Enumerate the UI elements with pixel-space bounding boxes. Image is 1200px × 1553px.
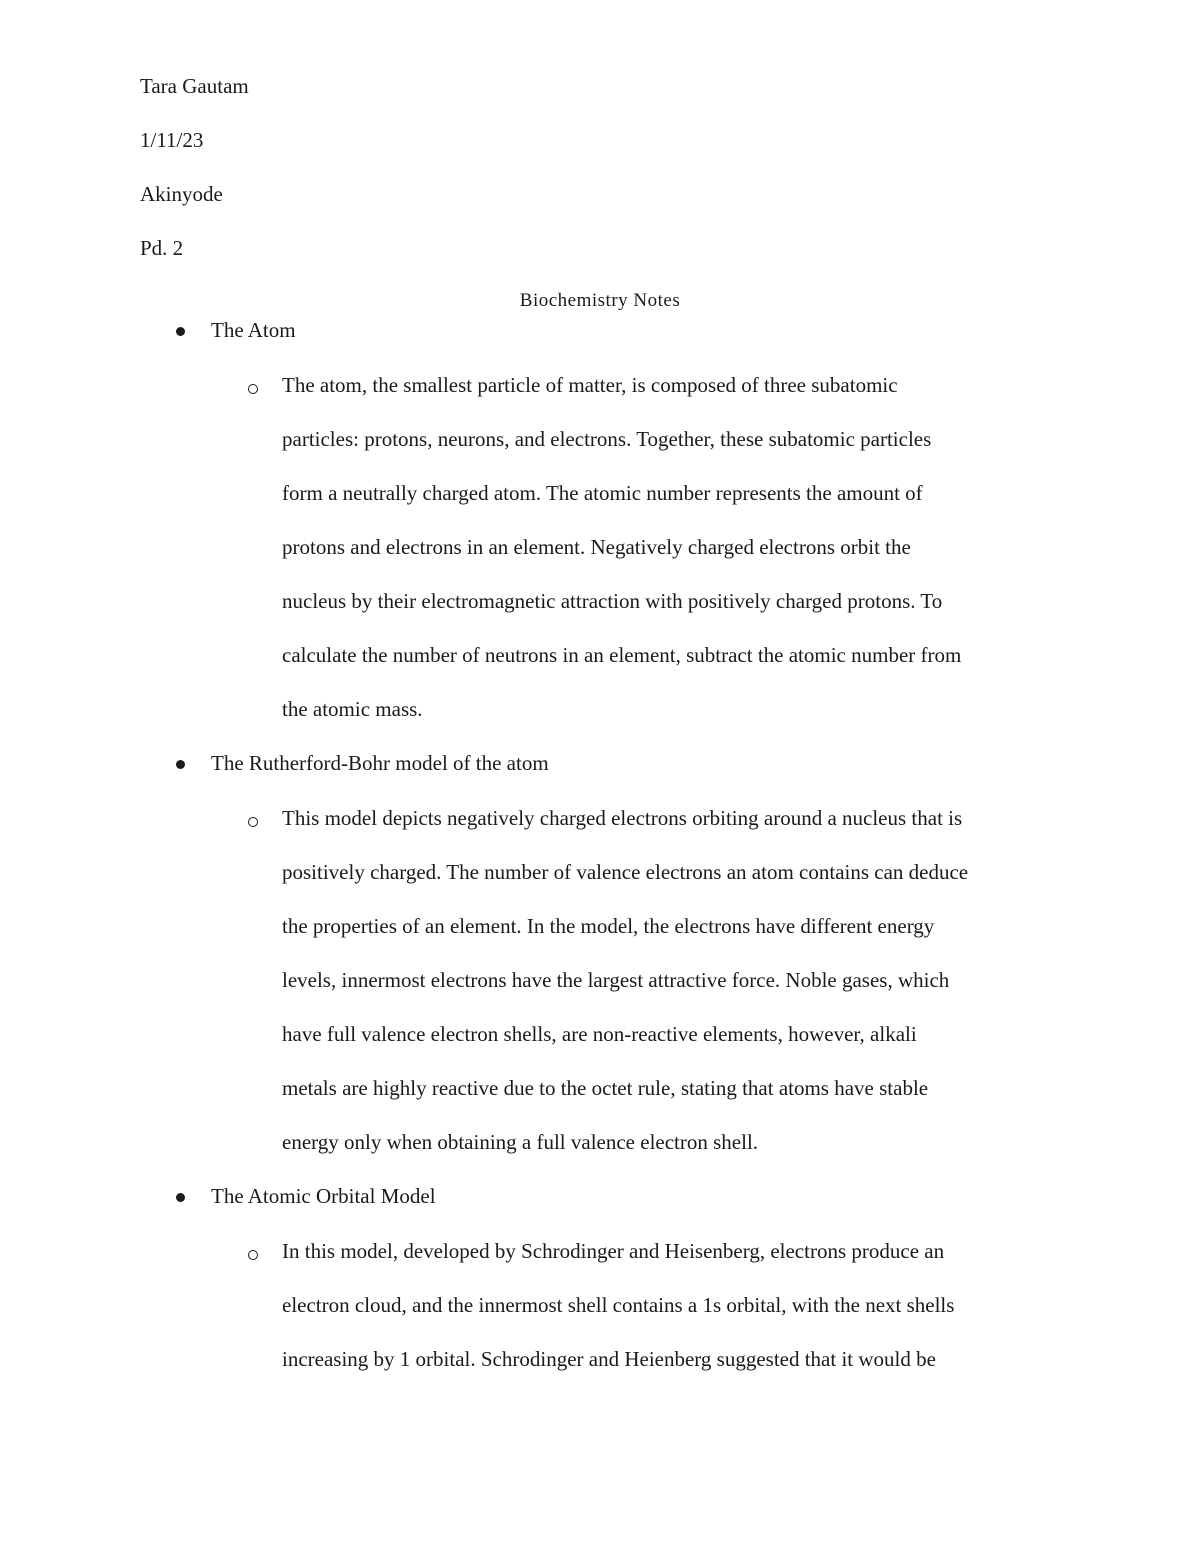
- document-title: Biochemistry Notes: [519, 290, 681, 311]
- sub-bullet-icon: [248, 384, 258, 394]
- section-heading-text: The Atom: [211, 318, 296, 342]
- body-line: metals are highly reactive due to the octet rule, stating that atoms have stable: [282, 1076, 929, 1100]
- body-line: levels, innermost electrons have the largest attractive force. Noble gases, which: [282, 968, 950, 992]
- body-line: positively charged. The number of valence electrons an atom contains can deduce: [282, 860, 969, 884]
- body-line: form a neutrally charged atom. The atomic number represents the amount of: [282, 481, 923, 505]
- body-line: In this model, developed by Schrodinger and Heisenberg, electrons produce an: [282, 1239, 945, 1263]
- body-line: increasing by 1 orbital. Schrodinger and Heienberg suggested that it would be: [282, 1347, 936, 1371]
- body-line: the atomic mass.: [282, 697, 423, 721]
- date: 1/11/23: [140, 128, 204, 152]
- body-line: nucleus by their electromagnetic attraction with positively charged protons. To: [282, 589, 943, 613]
- section-heading-text: The Rutherford-Bohr model of the atom: [211, 751, 549, 775]
- body-line: calculate the number of neutrons in an element, subtract the atomic number from: [282, 643, 962, 667]
- student-name: Tara Gautam: [140, 74, 249, 98]
- body-line: have full valence electron shells, are non-reactive elements, however, alkali: [282, 1022, 917, 1046]
- body-line: energy only when obtaining a full valence electron shell.: [282, 1130, 759, 1154]
- sub-bullet-icon: [248, 1250, 258, 1260]
- section-heading-text: The Atomic Orbital Model: [211, 1184, 436, 1208]
- teacher-name: Akinyode: [140, 182, 223, 206]
- body-line: The atom, the smallest particle of matter, is composed of three subatomic: [282, 373, 898, 397]
- body-line: the properties of an element. In the model, the electrons have different energy: [282, 914, 935, 938]
- sub-bullet-icon: [248, 817, 258, 827]
- bullet-icon: [176, 327, 185, 336]
- body-line: particles: protons, neurons, and electrons. Together, these subatomic particles: [282, 427, 932, 451]
- class-period: Pd. 2: [140, 236, 184, 260]
- body-line: electron cloud, and the innermost shell contains a 1s orbital, with the next shells: [282, 1293, 955, 1317]
- bullet-icon: [176, 1193, 185, 1202]
- bullet-icon: [176, 760, 185, 769]
- body-line: This model depicts negatively charged electrons orbiting around a nucleus that is: [282, 806, 963, 830]
- body-line: protons and electrons in an element. Negatively charged electrons orbit the: [282, 535, 911, 559]
